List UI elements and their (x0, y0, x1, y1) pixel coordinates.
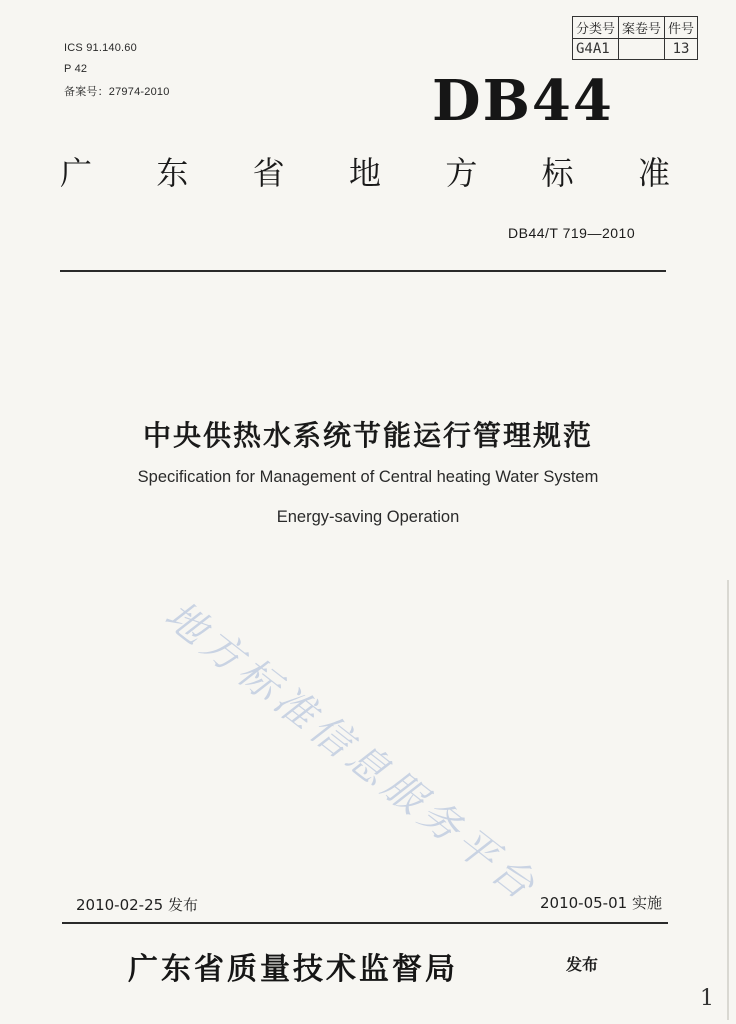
implementation-date: 2010-05-01 实施 (540, 894, 662, 912)
standard-type-heading (60, 148, 670, 194)
db44-mark: DB44 (432, 68, 614, 134)
standard-type-char: 省 (252, 154, 285, 192)
issue-label: 发布 (566, 955, 599, 974)
standard-number: DB44/T 719—2010 (508, 225, 636, 241)
stamp-header-volume: 案卷号 (619, 17, 665, 39)
standard-type-char: 准 (637, 154, 670, 192)
issue-date: 2010-02-25 发布 (76, 896, 198, 914)
standard-type-char: 标 (541, 154, 574, 192)
watermark: 地方标准信息服务平台 (156, 592, 547, 912)
stamp-header-category: 分类号 (573, 17, 619, 39)
standard-type-char: 地 (348, 154, 381, 192)
stamp-header-item: 件号 (665, 17, 698, 39)
category-code: P 42 (64, 63, 88, 75)
stamp-value-volume (619, 39, 665, 60)
document-title-english-line2: Energy-saving Operation (276, 508, 460, 526)
standard-type-char: 东 (156, 154, 189, 192)
ics-code: ICS 91.140.60 (64, 42, 137, 54)
stamp-value-item: 13 (665, 39, 698, 60)
standard-type-char: 广 (60, 154, 93, 192)
stamp-value-category: G4A1 (573, 39, 619, 60)
filing-number: 备案号：27974-2010 (64, 86, 170, 98)
scan-edge (727, 580, 729, 1020)
issuing-authority: 广东省质量技术监督局 (128, 952, 458, 987)
standard-type-char: 方 (445, 154, 478, 192)
document-title-english-line1: Specification for Management of Central heating Water System (137, 468, 599, 486)
header-divider (60, 270, 666, 272)
archive-stamp (572, 16, 698, 60)
page-number: 1 (700, 986, 714, 1011)
footer-divider (62, 922, 668, 924)
document-title-chinese: 中央供热水系统节能运行管理规范 (142, 419, 593, 452)
